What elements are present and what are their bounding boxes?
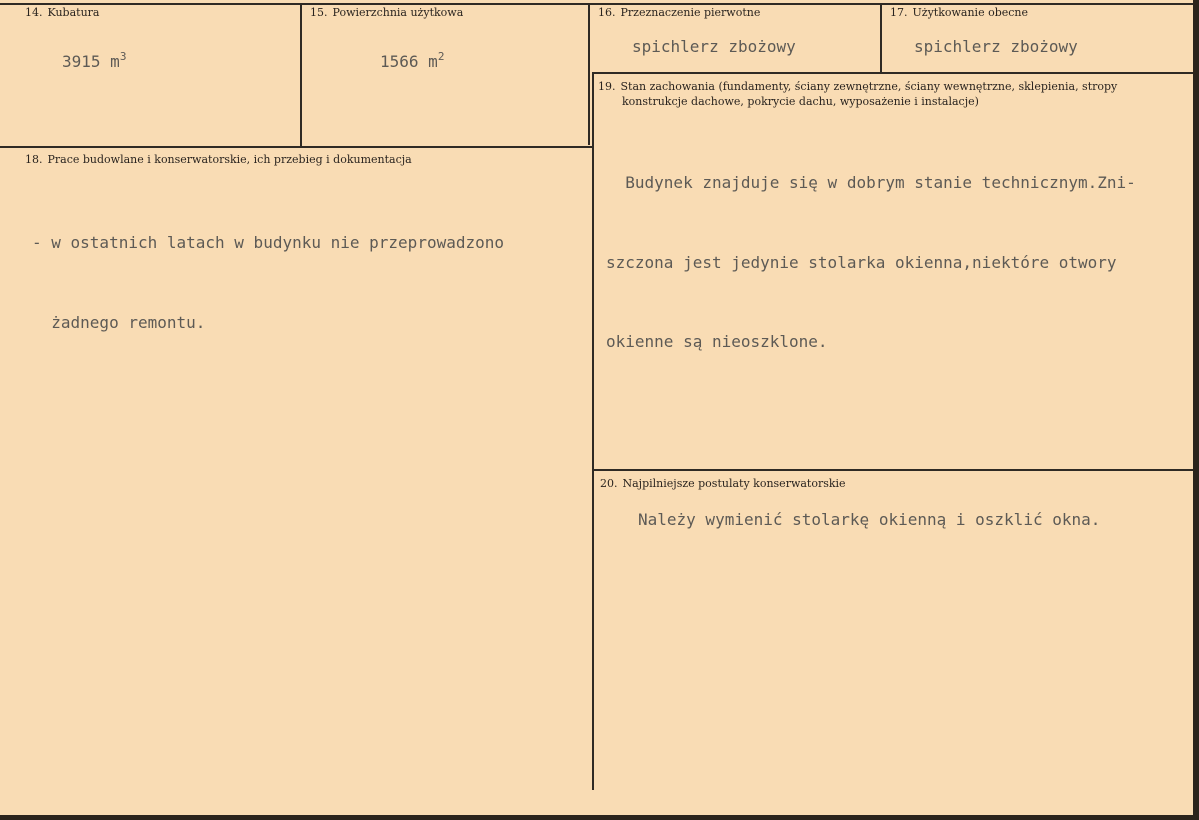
divider-19-20 xyxy=(594,469,1193,471)
field-18-line: - w ostatnich latach w budynku nie przeprowadzono xyxy=(32,233,505,252)
field-19-line: okienne są nieoszklone. xyxy=(606,332,828,351)
divider-16-19 xyxy=(592,72,1193,74)
divider-right-column xyxy=(592,72,594,790)
field-16-label: 16. Przeznaczenie pierwotne xyxy=(598,6,761,19)
card-shadow-right xyxy=(1193,0,1199,820)
field-15-label: 15. Powierzchnia użytkowa xyxy=(310,6,464,19)
field-14-value: 3915 $m^3$ xyxy=(62,50,127,71)
field-19-label-cont: konstrukcje dachowe, pokrycie dachu, wyposażenie i instalacje) xyxy=(622,95,979,108)
field-14-label: 14. Kubatura xyxy=(25,6,100,19)
field-18-text xyxy=(32,177,504,389)
field-18-line: żadnego remontu. xyxy=(32,312,206,332)
field-18-label: 18. Prace budowlane i konserwatorskie, ich przebieg i dokumentacja xyxy=(25,153,412,166)
card-shadow-bottom xyxy=(0,815,1199,820)
field-19-line: szczona jest jedynie stolarka okienna,niektóre otwory xyxy=(606,252,1117,272)
field-17-label: 17. Użytkowanie obecne xyxy=(890,6,1028,19)
divider-16-17 xyxy=(880,3,882,74)
divider-15-18 xyxy=(0,146,594,148)
field-19-label: 19. Stan zachowania (fundamenty, ściany zewnętrzne, ściany wewnętrzne, sklepienia, stropy xyxy=(598,80,1118,93)
field-19-line: Budynek znajduje się w dobrym stanie technicznym.Zni- xyxy=(606,173,1136,192)
field-20-value: Należy wymienić stolarkę okienną i oszklić okna. xyxy=(638,510,1101,529)
field-16-value: spichlerz zbożowy xyxy=(632,37,796,56)
field-17-value: spichlerz zbożowy xyxy=(914,37,1078,56)
divider-15-16 xyxy=(588,3,590,145)
field-19-text xyxy=(606,117,1136,409)
field-15-value: 1566 $m^2$ xyxy=(380,50,445,71)
field-20-label: 20. Najpilniejsze postulaty konserwatorskie xyxy=(600,477,846,490)
top-border xyxy=(0,3,1193,5)
divider-14-15 xyxy=(300,3,302,146)
